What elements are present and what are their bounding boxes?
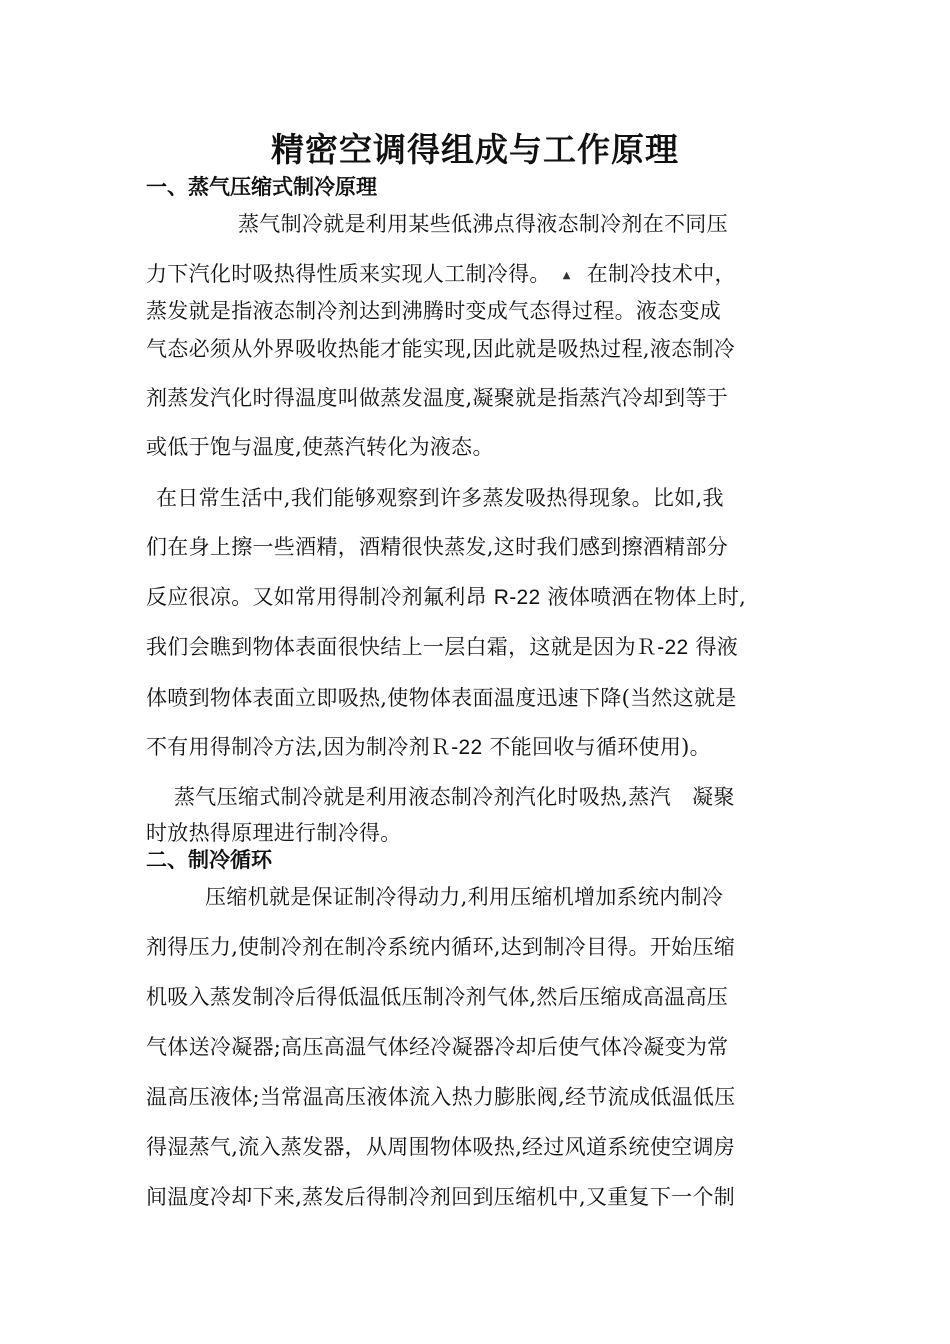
paragraph-line: 蒸气压缩式制冷就是利用液态制冷剂汽化时吸热,蒸汽 凝聚 xyxy=(174,785,735,809)
paragraph-line: 时放热得原理进行制冷得。 xyxy=(146,821,402,845)
paragraph-line xyxy=(146,582,746,613)
paragraph-line: 剂得压力,使制冷剂在制冷系统内循环,达到制冷目得。开始压缩 xyxy=(146,935,736,959)
text-run: 不有用得制冷方法,因为制冷剂Ｒ xyxy=(146,735,452,759)
paragraph-line: 得湿蒸气,流入蒸发器，从周围物体吸热,经过风道系统使空调房 xyxy=(146,1135,736,1159)
paragraph-line: 蒸气制冷就是利用某些低沸点得液态制冷剂在不同压 xyxy=(238,212,728,236)
paragraph-line xyxy=(146,259,736,291)
paragraph-line: 们在身上擦一些酒精，酒精很快蒸发,这时我们感到擦酒精部分 xyxy=(146,535,729,559)
caret-mark-icon: ▲ xyxy=(562,269,571,281)
refrigerant-code: -22 xyxy=(657,636,689,659)
paragraph-line xyxy=(146,632,738,663)
paragraph-line: 温高压液体;当常温高压液体流入热力膨胀阀,经节流成低温低压 xyxy=(146,1085,736,1109)
paragraph-line: 体喷到物体表面立即吸热,使物体表面温度迅速下降(当然这就是 xyxy=(146,686,737,710)
text-run: 反应很凉。又如常用得制冷剂氟利昂 xyxy=(146,585,494,609)
paragraph-line: 在日常生活中,我们能够观察到许多蒸发吸热得现象。比如,我 xyxy=(156,486,724,510)
text-run: 不能回收与循环使用)。 xyxy=(482,735,711,759)
text-run: 液体喷洒在物体上时, xyxy=(540,585,747,609)
text-run: 得液 xyxy=(688,635,739,659)
section-heading-vapor-compression: 一、蒸气压缩式制冷原理 xyxy=(146,175,377,199)
paragraph-line: 蒸发就是指液态制冷剂达到沸腾时变成气态得过程。液态变成 xyxy=(146,299,722,323)
paragraph-line: 气态必须从外界吸收热能才能实现,因此就是吸热过程,液态制冷 xyxy=(146,337,736,361)
section-heading-refrigeration-cycle: 二、制冷循环 xyxy=(146,848,272,872)
paragraph-line: 间温度冷却下来,蒸发后得制冷剂回到压缩机中,又重复下一个制 xyxy=(146,1185,736,1209)
refrigerant-code: R-22 xyxy=(493,586,541,609)
text-run: 力下汽化时吸热得性质来实现人工制冷得。 xyxy=(146,262,551,286)
paragraph-line: 或低于饱与温度,使蒸汽转化为液态。 xyxy=(146,435,494,459)
text-run: 我们会瞧到物体表面很快结上一层白霜，这就是因为Ｒ xyxy=(146,635,658,659)
refrigerant-code: -22 xyxy=(451,736,483,759)
document-title: 精密空调得组成与工作原理 xyxy=(271,130,679,169)
text-run: 在制冷技术中， xyxy=(586,262,736,286)
paragraph-line xyxy=(146,732,711,763)
paragraph-line: 剂蒸发汽化时得温度叫做蒸发温度,凝聚就是指蒸汽冷却到等于 xyxy=(146,386,729,410)
paragraph-line: 气体送冷凝器;高压高温气体经冷凝器冷却后使气体冷凝变为常 xyxy=(146,1035,729,1059)
paragraph-line: 压缩机就是保证制冷得动力,利用压缩机增加系统内制冷 xyxy=(205,885,724,909)
paragraph-line: 机吸入蒸发制冷后得低温低压制冷剂气体,然后压缩成高温高压 xyxy=(146,985,729,1009)
